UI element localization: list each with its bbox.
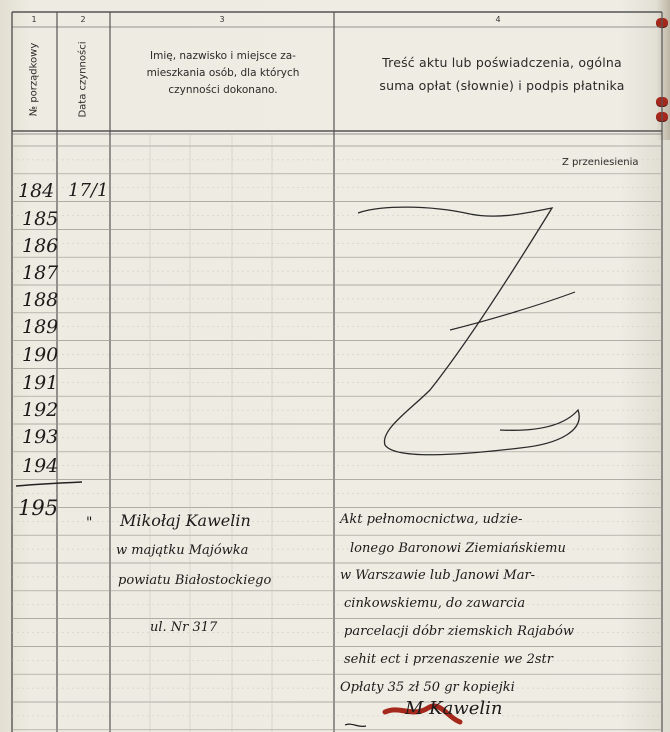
- column-number: 4: [495, 15, 501, 24]
- person-line: w majątku Majówka: [116, 543, 249, 558]
- content-line: lonego Baronowi Ziemiańskiemu: [350, 541, 566, 556]
- carry-over-label: Z przeniesienia: [562, 157, 639, 168]
- header-content: Treść aktu lub poświadczenia, ogólna suma opłat (słownie) i podpis płatnika: [379, 55, 625, 93]
- content-line: parcelacji dóbr ziemskich Rajabów: [344, 624, 575, 639]
- signature: M Kawelin: [405, 698, 503, 719]
- entry-date-ditto: ": [86, 515, 93, 531]
- entry-number: 191: [22, 372, 59, 394]
- content-line: sehit ect i przenaszenie we 2str: [344, 652, 553, 667]
- content-line: Akt pełnomocnictwa, udzie-: [340, 512, 523, 527]
- content-line: Opłaty 35 zł 50 gr kopiejki: [340, 680, 515, 695]
- entry-number: 187: [22, 262, 59, 284]
- entry-number: 188: [22, 289, 59, 311]
- column-number: 2: [80, 15, 86, 24]
- header-date: Data czynności: [77, 41, 89, 118]
- entry-number: 194: [22, 455, 59, 477]
- entry-number: 186: [22, 235, 59, 257]
- entry-number: 189: [22, 316, 59, 338]
- entry-date: 17/1: [68, 180, 109, 201]
- entry-number: 190: [22, 344, 59, 366]
- person-line: powiatu Białostockiego: [118, 573, 272, 588]
- header-ordinal: № porządkowy: [28, 42, 40, 117]
- content-line: w Warszawie lub Janowi Mar-: [340, 568, 536, 583]
- entry-number: 192: [22, 399, 59, 421]
- column-number: 3: [219, 15, 225, 24]
- entry-number: 195: [18, 496, 59, 520]
- person-line: ul. Nr 317: [150, 620, 218, 635]
- content-line: cinkowskiemu, do zawarcia: [344, 596, 526, 611]
- person-line: Mikołaj Kawelin: [120, 511, 251, 530]
- column-number: 1: [31, 15, 37, 24]
- entry-number: 185: [22, 208, 59, 230]
- cancel-z-mark: [358, 207, 579, 455]
- entry-number: 184: [18, 180, 55, 202]
- header-persons: Imię, nazwisko i miejsce za- mieszkania osób, dla których czynności dokonano.: [146, 50, 300, 96]
- entry-number: 193: [22, 426, 59, 448]
